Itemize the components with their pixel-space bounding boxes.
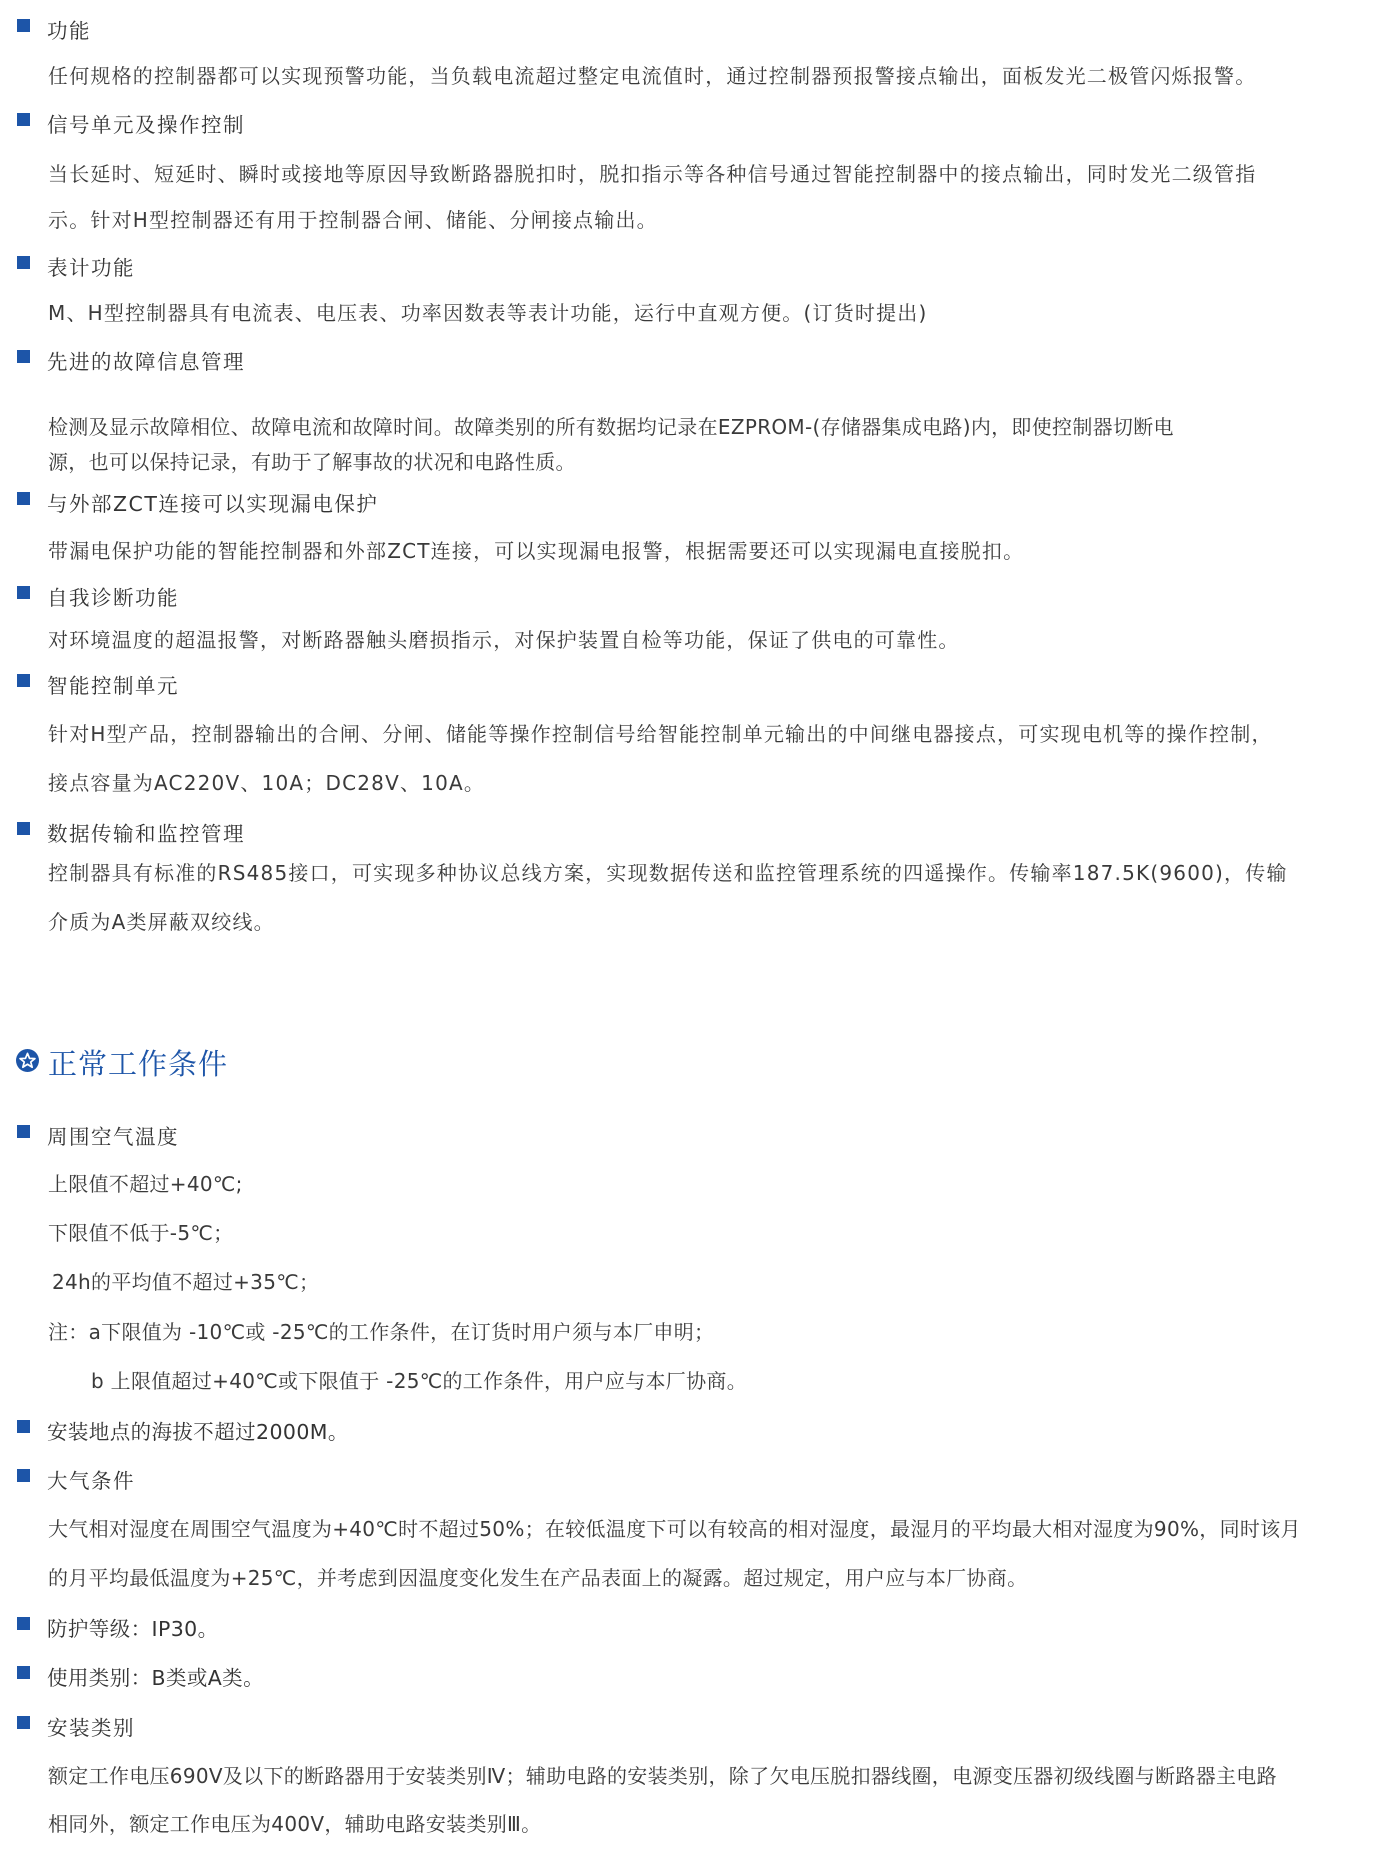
bullet-square-icon	[17, 1125, 30, 1138]
condition-text: 上限值不超过+40℃;	[48, 1172, 243, 1196]
feature-text: 带漏电保护功能的智能控制器和外部ZCT连接，可以实现漏电报警，根据需要还可以实现漏电直接脱扣。	[48, 539, 1025, 563]
feature-text: 任何规格的控制器都可以实现预警功能，当负载电流超过整定电流值时，通过控制器预报警接点输出，面板发光二极管闪烁报警。	[48, 64, 1257, 88]
bullet-square-icon	[17, 586, 30, 599]
condition-text: 大气相对湿度在周围空气温度为+40℃时不超过50%；在较低温度下可以有较高的相对湿度，最湿月的平均最大相对湿度为90%，同时该月	[48, 1517, 1301, 1541]
condition-heading: 周围空气温度	[47, 1125, 179, 1149]
condition-text: 额定工作电压690V及以下的断路器用于安装类别Ⅳ；辅助电路的安装类别，除了欠电压脱扣器线圈，电源变压器初级线圈与断路器主电路	[48, 1764, 1277, 1788]
feature-text: 针对H型产品，控制器输出的合闸、分闸、储能等操作控制信号给智能控制单元输出的中间继电器接点，可实现电机等的操作控制，	[48, 722, 1273, 746]
condition-heading: 防护等级：IP30。	[47, 1617, 219, 1641]
feature-text: 接点容量为AC220V、10A；DC28V、10A。	[48, 771, 486, 795]
bullet-square-icon	[17, 19, 30, 32]
condition-heading: 大气条件	[47, 1469, 135, 1493]
condition-text: 的月平均最低温度为+25℃，并考虑到因温度变化发生在产品表面上的凝露。超过规定，用户应与本厂协商。	[48, 1566, 1028, 1590]
bullet-square-icon	[17, 1420, 30, 1433]
feature-heading: 自我诊断功能	[47, 586, 179, 610]
condition-heading: 安装地点的海拔不超过2000M。	[47, 1420, 349, 1444]
condition-text: 下限值不低于-5℃；	[48, 1221, 234, 1245]
condition-text: 注：a下限值为 -10℃或 -25℃的工作条件，在订货时用户须与本厂申明；	[48, 1320, 715, 1344]
condition-text: b 上限值超过+40℃或下限值于 -25℃的工作条件，用户应与本厂协商。	[91, 1369, 748, 1393]
bullet-square-icon	[17, 1666, 30, 1679]
star-circle-icon	[16, 1049, 39, 1072]
bullet-square-icon	[17, 1469, 30, 1482]
feature-text: 当长延时、短延时、瞬时或接地等原因导致断路器脱扣时，脱扣指示等各种信号通过智能控制器中的接点输出，同时发光二级管指	[48, 162, 1257, 186]
bullet-square-icon	[17, 350, 30, 363]
section-title: 正常工作条件	[48, 1047, 229, 1081]
feature-heading: 数据传输和监控管理	[47, 822, 245, 846]
bullet-square-icon	[17, 256, 30, 269]
feature-text: 对环境温度的超温报警，对断路器触头磨损指示，对保护装置自检等功能，保证了供电的可靠性。	[48, 628, 960, 652]
feature-heading: 信号单元及操作控制	[47, 113, 245, 137]
bullet-square-icon	[17, 492, 30, 505]
feature-text: 控制器具有标准的RS485接口，可实现多种协议总线方案，实现数据传送和监控管理系统的四遥操作。传输率187.5K(9600)，传输	[48, 861, 1288, 885]
bullet-square-icon	[17, 1716, 30, 1729]
bullet-square-icon	[17, 822, 30, 835]
condition-heading: 使用类别：B类或A类。	[47, 1666, 264, 1690]
condition-text: 相同外，额定工作电压为400V，辅助电路安装类别Ⅲ。	[48, 1812, 542, 1836]
feature-heading: 功能	[47, 19, 91, 43]
bullet-square-icon	[17, 1617, 30, 1630]
condition-heading: 安装类别	[47, 1716, 135, 1740]
condition-text: 24h的平均值不超过+35℃；	[52, 1270, 320, 1294]
feature-text: M、H型控制器具有电流表、电压表、功率因数表等表计功能，运行中直观方便。(订货时提出)	[48, 301, 928, 325]
feature-text: 介质为A类屏蔽双绞线。	[48, 910, 275, 934]
feature-heading: 智能控制单元	[47, 674, 179, 698]
feature-heading: 与外部ZCT连接可以实现漏电保护	[47, 492, 379, 516]
feature-heading: 先进的故障信息管理	[47, 350, 245, 374]
bullet-square-icon	[17, 674, 30, 687]
feature-text: 示。针对H型控制器还有用于控制器合闸、储能、分闸接点输出。	[48, 208, 658, 232]
bullet-square-icon	[17, 113, 30, 126]
feature-text: 检测及显示故障相位、故障电流和故障时间。故障类别的所有数据均记录在EZPROM-(存储器集成电路)内，即使控制器切断电	[48, 415, 1174, 439]
feature-text: 源，也可以保持记录，有助于了解事故的状况和电路性质。	[48, 450, 576, 474]
feature-heading: 表计功能	[47, 256, 135, 280]
